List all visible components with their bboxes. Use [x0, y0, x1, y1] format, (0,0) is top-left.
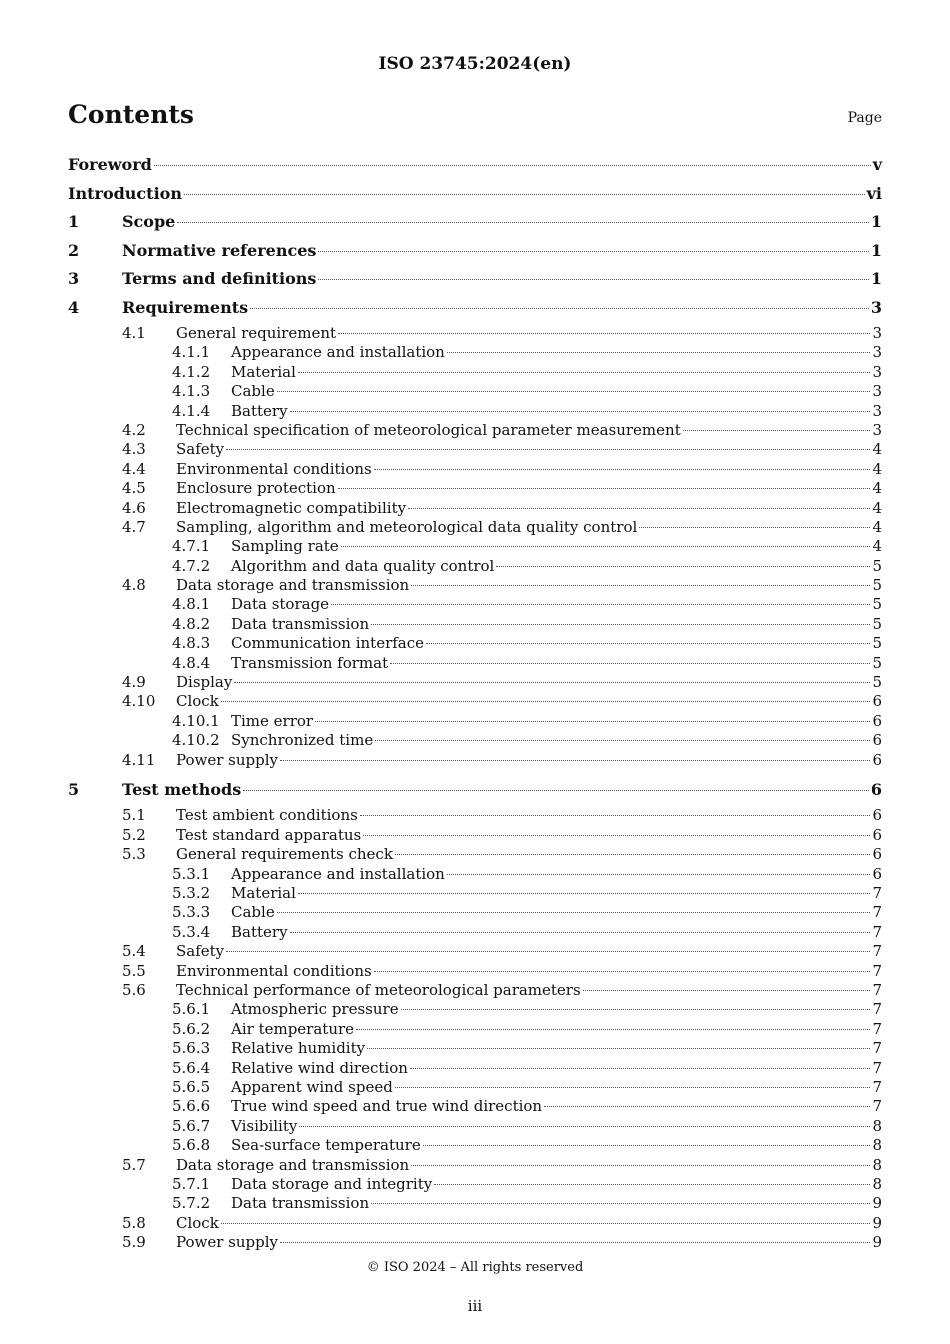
toc-entry-title[interactable]: Normative references [122, 240, 317, 260]
toc-entry-page: 3 [872, 362, 882, 381]
toc-entry-page: 4 [872, 459, 882, 478]
toc-entry-title[interactable]: Enclosure protection [176, 479, 336, 498]
toc-entry-page: 5 [872, 614, 882, 633]
toc-entry[interactable] [68, 382, 882, 401]
dot-leader [341, 545, 871, 547]
toc-entry-number: 1 [68, 212, 80, 231]
toc-entry-number: 4.7 [122, 517, 146, 536]
toc-entry-number: 5.6.3 [172, 1039, 211, 1058]
toc-entry[interactable] [68, 673, 882, 692]
toc-entry-number: 4.10.1 [172, 711, 220, 730]
toc-entry-number: 5.6.5 [172, 1077, 211, 1096]
toc-entry-number: 2 [68, 240, 80, 260]
toc-entry-number: 5 [68, 779, 80, 799]
dot-leader [423, 1144, 871, 1146]
toc-entry-title[interactable]: Relative humidity [231, 1039, 366, 1058]
toc-entry-page: 6 [872, 711, 882, 730]
toc-entry-title[interactable]: Algorithm and data quality control [231, 556, 495, 575]
dot-leader [367, 1047, 870, 1049]
toc-entry-page: 9 [872, 1233, 882, 1252]
page-number: iii [467, 1297, 483, 1315]
toc-entry-page: 4 [872, 440, 882, 459]
dot-leader [277, 390, 871, 392]
toc-entry[interactable] [68, 1078, 882, 1097]
toc-entry-number: 4.8.1 [172, 595, 211, 614]
toc-entry[interactable] [68, 537, 882, 556]
dot-leader [280, 759, 870, 761]
toc-entry-page: 5 [872, 634, 882, 653]
dot-leader [315, 720, 870, 722]
toc-entry[interactable] [68, 751, 882, 770]
toc-entry-page: 9 [872, 1213, 882, 1232]
dot-leader [290, 410, 871, 412]
toc-entry-page: 7 [872, 1058, 882, 1077]
toc-entry[interactable] [68, 267, 882, 296]
dot-leader [395, 853, 871, 855]
toc-entry-number: 5.6.7 [172, 1116, 211, 1135]
dot-leader [331, 603, 870, 605]
toc-entry-title[interactable]: Scope [122, 212, 176, 231]
dot-leader [298, 892, 871, 894]
toc-entry[interactable] [68, 182, 882, 211]
toc-entry[interactable] [68, 421, 882, 440]
toc-entry-title[interactable]: Battery [231, 401, 288, 420]
toc-entry-page: 3 [872, 343, 882, 362]
toc-entry[interactable] [68, 903, 882, 922]
document-header: ISO 23745:2024(en) [378, 54, 572, 74]
toc-entry-title[interactable]: Foreword [68, 155, 152, 174]
toc-entry[interactable] [68, 1194, 882, 1213]
toc-entry-number: 5.7.2 [172, 1194, 211, 1213]
dot-leader [395, 1086, 871, 1088]
toc-entry-number: 5.6 [122, 981, 146, 999]
toc-entry-title[interactable]: Display [176, 673, 233, 692]
toc-entry-page: 8 [872, 1174, 882, 1193]
toc-entry-page: 8 [872, 1155, 882, 1174]
toc-entry[interactable] [68, 440, 882, 459]
toc-entry-title[interactable]: Relative wind direction [231, 1058, 408, 1077]
toc-entry-page: 6 [872, 731, 882, 750]
dot-leader [496, 565, 870, 567]
toc-entry[interactable] [68, 1156, 882, 1175]
toc-entry-number: 4.7.1 [172, 537, 211, 556]
toc-entry[interactable] [68, 712, 882, 731]
toc-entry-title[interactable]: Environmental conditions [176, 961, 372, 980]
toc-entry[interactable] [68, 778, 882, 807]
toc-entry[interactable] [68, 153, 882, 182]
toc-entry-title[interactable]: Atmospheric pressure [231, 1000, 399, 1019]
toc-entry[interactable] [68, 1136, 882, 1155]
toc-entry-page: 5 [872, 576, 882, 595]
toc-entry-title[interactable]: Power supply [176, 750, 279, 769]
toc-entry-page: 4 [872, 479, 882, 498]
dot-leader [401, 1008, 871, 1010]
toc-entry-number: 5.8 [122, 1213, 146, 1232]
toc-entry-number: 4.9 [122, 673, 146, 692]
toc-entry[interactable] [68, 981, 882, 1000]
toc-entry-title[interactable]: Air temperature [231, 1019, 355, 1038]
toc-entry-number: 4.4 [122, 459, 146, 478]
toc-entry-page: 7 [872, 1039, 882, 1058]
toc-entry-page: 7 [872, 884, 882, 903]
toc-entry-number: 5.3.4 [172, 922, 211, 941]
toc-entry-page: 7 [872, 903, 882, 922]
toc-entry[interactable] [68, 402, 882, 421]
toc-entry[interactable] [68, 1117, 882, 1136]
toc-entry-page: 4 [872, 498, 882, 517]
toc-entry-number: 5.6.1 [172, 1000, 211, 1019]
toc-entry-page: 7 [872, 942, 882, 961]
toc-entry-number: 4.8.4 [172, 653, 211, 672]
dot-leader [544, 1105, 870, 1107]
toc-entry[interactable] [68, 343, 882, 362]
toc-entry[interactable] [68, 1000, 882, 1019]
toc-entry-number: 5.4 [122, 942, 146, 961]
toc-entry-title[interactable]: Synchronized time [231, 731, 374, 750]
toc-entry-number: 4.1.4 [172, 401, 211, 420]
toc-entry-number: 5.3.3 [172, 903, 211, 922]
toc-entry-title[interactable]: Clock [176, 692, 219, 711]
toc-entry-page: 6 [872, 864, 882, 883]
toc-entry-number: 5.7.1 [172, 1174, 211, 1193]
toc-entry-number: 3 [68, 269, 80, 288]
toc-entry[interactable] [68, 363, 882, 382]
toc-entry-page: 5 [872, 595, 882, 614]
toc-entry-page: 6 [872, 750, 882, 769]
toc-entry-title[interactable]: Data storage and transmission [176, 1155, 410, 1174]
dot-leader [234, 681, 870, 683]
toc-entry-title[interactable]: Time error [231, 711, 314, 730]
dot-leader [371, 1202, 870, 1204]
toc-entry-page: 4 [872, 537, 882, 556]
toc-entry[interactable] [68, 1097, 882, 1116]
toc-entry[interactable] [68, 576, 882, 595]
toc-entry-page: 1 [870, 240, 882, 260]
dot-leader [318, 250, 868, 252]
dot-leader [221, 1222, 871, 1224]
dot-leader [290, 931, 871, 933]
dot-leader [277, 911, 871, 913]
toc-entry[interactable] [68, 962, 882, 981]
toc-entry-page: 7 [872, 1097, 882, 1116]
toc-entry-page: vi [866, 183, 882, 203]
toc-entry-title[interactable]: Cable [231, 382, 275, 401]
dot-leader [154, 164, 871, 166]
toc-entry[interactable] [68, 557, 882, 576]
toc-entry-page: 7 [872, 1000, 882, 1019]
toc-entry-title[interactable]: True wind speed and true wind direction [231, 1097, 543, 1116]
toc-entry-number: 5.6.4 [172, 1058, 211, 1077]
toc-entry[interactable] [68, 806, 882, 825]
toc-entry-page: 6 [870, 779, 882, 799]
toc-entry[interactable] [68, 865, 882, 884]
toc-entry[interactable] [68, 324, 882, 343]
toc-entry-title[interactable]: Communication interface [231, 634, 425, 653]
dot-leader [356, 1028, 870, 1030]
toc-entry-page: 5 [872, 653, 882, 672]
toc-entry-number: 4.6 [122, 498, 146, 517]
toc-entry-title[interactable]: Sea-surface temperature [231, 1136, 421, 1155]
toc-entry-title[interactable]: Power supply [176, 1233, 279, 1252]
toc-entry-number: 5.6.6 [172, 1097, 211, 1116]
toc-entry[interactable] [68, 1233, 882, 1252]
toc-entry-number: 5.6.2 [172, 1019, 211, 1038]
toc-entry-title[interactable]: General requirements check [176, 845, 393, 864]
dot-leader [184, 193, 865, 195]
toc-entry-title[interactable]: Appearance and installation [231, 343, 445, 362]
toc-entry-title[interactable]: Data storage and transmission [176, 576, 410, 595]
toc-entry-title[interactable]: Technical specification of meteorological parameter measurement [176, 420, 681, 439]
toc-entry[interactable] [68, 826, 882, 845]
dot-leader [338, 332, 870, 334]
toc-entry[interactable] [68, 239, 882, 268]
dot-leader [338, 487, 871, 489]
toc-entry-title[interactable]: Test ambient conditions [176, 806, 358, 825]
dot-leader [298, 371, 871, 373]
toc-entry-number: 5.3.1 [172, 864, 211, 883]
toc-entry-number: 5.9 [122, 1233, 146, 1252]
dot-leader [363, 834, 870, 836]
toc-entry-number: 5.3 [122, 845, 146, 864]
toc-entry[interactable] [68, 845, 882, 864]
toc-entry-title[interactable]: Clock [176, 1213, 219, 1232]
dot-leader [426, 642, 870, 644]
toc-entry-title[interactable]: Data transmission [231, 614, 370, 633]
toc-entry-number: 4.8.3 [172, 634, 211, 653]
dot-leader [221, 700, 871, 702]
toc-entry-title[interactable]: Data transmission [231, 1194, 370, 1213]
toc-entry-title[interactable]: Visibility [231, 1116, 298, 1135]
toc-entry-title[interactable]: Safety [176, 942, 225, 961]
dot-leader [375, 739, 870, 741]
toc-entry-title[interactable]: Appearance and installation [231, 864, 445, 883]
toc-entry-number: 4.10 [122, 692, 156, 711]
toc-entry-page: 3 [870, 297, 882, 317]
table-of-contents [68, 153, 882, 1252]
toc-entry-number: 4.8 [122, 576, 146, 595]
toc-entry[interactable] [68, 654, 882, 673]
toc-entry-page: 6 [872, 692, 882, 711]
toc-entry-number: 4.8.2 [172, 614, 211, 633]
toc-entry[interactable] [68, 1059, 882, 1078]
toc-entry-title[interactable]: Technical performance of meteorological parameters [176, 981, 581, 999]
dot-leader [318, 278, 868, 280]
toc-entry[interactable] [68, 1039, 882, 1058]
toc-entry-number: 4.5 [122, 479, 146, 498]
dot-leader [250, 307, 869, 309]
dot-leader [243, 789, 869, 791]
dot-leader [447, 351, 871, 353]
toc-entry[interactable] [68, 923, 882, 942]
toc-entry[interactable] [68, 1214, 882, 1233]
toc-entry-page: 7 [872, 922, 882, 941]
dot-leader [434, 1183, 870, 1185]
toc-entry-page: 5 [872, 673, 882, 692]
toc-entry[interactable] [68, 296, 882, 325]
toc-entry-title[interactable]: Requirements [122, 297, 249, 317]
toc-entry-number: 4.1.3 [172, 382, 211, 401]
toc-entry-number: 4.3 [122, 440, 146, 459]
toc-entry-number: 4.2 [122, 420, 146, 439]
toc-entry-number: 5.2 [122, 825, 146, 844]
toc-entry-number: 5.5 [122, 961, 146, 980]
dot-leader [299, 1125, 870, 1127]
toc-entry[interactable] [68, 615, 882, 634]
toc-entry-page: 1 [870, 212, 882, 231]
dot-leader [447, 873, 871, 875]
toc-entry-title[interactable]: Test standard apparatus [176, 825, 362, 844]
copyright-footer: © ISO 2024 – All rights reserved [366, 1260, 584, 1275]
toc-entry-number: 5.7 [122, 1155, 146, 1174]
toc-entry-number: 4.11 [122, 750, 156, 769]
dot-leader [583, 989, 871, 991]
dot-leader [390, 662, 870, 664]
dot-leader [411, 1164, 870, 1166]
dot-leader [177, 221, 869, 223]
page-column-label: Page [847, 110, 882, 126]
toc-entry-title[interactable]: Sampling, algorithm and meteorological data quality control [176, 517, 638, 536]
dot-leader [408, 507, 870, 509]
toc-entry-title[interactable]: Data storage and integrity [231, 1174, 433, 1193]
dot-leader [226, 950, 870, 952]
toc-entry-page: 3 [872, 382, 882, 401]
toc-entry-number: 4.1.2 [172, 362, 211, 381]
toc-entry-title[interactable]: Material [231, 884, 296, 903]
toc-entry-number: 5.6.8 [172, 1136, 211, 1155]
dot-leader [374, 970, 871, 972]
toc-entry-title[interactable]: Transmission format [231, 653, 389, 672]
toc-entry[interactable] [68, 942, 882, 961]
toc-entry[interactable] [68, 884, 882, 903]
toc-entry-number: 4.1.1 [172, 343, 211, 362]
toc-entry-title[interactable]: Sampling rate [231, 537, 339, 556]
dot-leader [280, 1241, 870, 1243]
toc-entry-title[interactable]: Safety [176, 440, 225, 459]
toc-entry-number: 4.10.2 [172, 731, 220, 750]
toc-entry-page: 3 [872, 420, 882, 439]
toc-entry-page: 4 [872, 517, 882, 536]
toc-entry-title[interactable]: Data storage [231, 595, 330, 614]
toc-entry-title[interactable]: General requirement [176, 324, 337, 342]
toc-entry[interactable] [68, 1020, 882, 1039]
toc-entry-page: v [872, 155, 882, 174]
toc-entry-page: 7 [872, 1077, 882, 1096]
dot-leader [374, 468, 871, 470]
dot-leader [226, 448, 870, 450]
toc-entry-title[interactable]: Test methods [122, 779, 242, 799]
toc-entry-number: 5.1 [122, 806, 146, 825]
toc-entry[interactable] [68, 460, 882, 479]
dot-leader [360, 814, 871, 816]
toc-entry-title[interactable]: Battery [231, 922, 288, 941]
toc-entry-page: 9 [872, 1194, 882, 1213]
toc-entry-page: 8 [872, 1136, 882, 1155]
toc-entry-page: 7 [872, 981, 882, 999]
toc-entry-page: 7 [872, 961, 882, 980]
dot-leader [371, 623, 870, 625]
toc-entry[interactable] [68, 210, 882, 239]
dot-leader [639, 526, 870, 528]
toc-entry-page: 6 [872, 845, 882, 864]
toc-entry-title[interactable]: Cable [231, 903, 275, 922]
toc-entry-page: 6 [872, 806, 882, 825]
toc-entry-title[interactable]: Electromagnetic compatibility [176, 498, 407, 517]
toc-entry-number: 4 [68, 297, 80, 317]
toc-entry[interactable] [68, 692, 882, 711]
dot-leader [683, 429, 871, 431]
toc-entry-title[interactable]: Environmental conditions [176, 459, 372, 478]
toc-entry[interactable] [68, 1175, 882, 1194]
toc-entry-page: 5 [872, 556, 882, 575]
toc-entry-title[interactable]: Introduction [68, 183, 182, 203]
toc-entry-page: 8 [872, 1116, 882, 1135]
toc-entry[interactable] [68, 499, 882, 518]
toc-entry-title[interactable]: Material [231, 362, 296, 381]
toc-entry-page: 3 [872, 401, 882, 420]
dot-leader [411, 584, 870, 586]
toc-entry[interactable] [68, 518, 882, 537]
toc-entry[interactable] [68, 731, 882, 750]
toc-entry-page: 3 [872, 324, 882, 342]
toc-entry[interactable] [68, 479, 882, 498]
toc-entry-page: 7 [872, 1019, 882, 1038]
toc-entry-page: 6 [872, 825, 882, 844]
dot-leader [410, 1067, 871, 1069]
toc-entry-number: 4.1 [122, 324, 146, 342]
toc-entry-number: 5.3.2 [172, 884, 211, 903]
toc-entry[interactable] [68, 634, 882, 653]
toc-entry-title[interactable]: Apparent wind speed [231, 1077, 393, 1096]
toc-entry[interactable] [68, 595, 882, 614]
toc-entry-page: 1 [870, 269, 882, 288]
toc-entry-title[interactable]: Terms and definitions [122, 269, 317, 288]
toc-entry-number: 4.7.2 [172, 556, 211, 575]
contents-title: Contents [68, 100, 195, 129]
